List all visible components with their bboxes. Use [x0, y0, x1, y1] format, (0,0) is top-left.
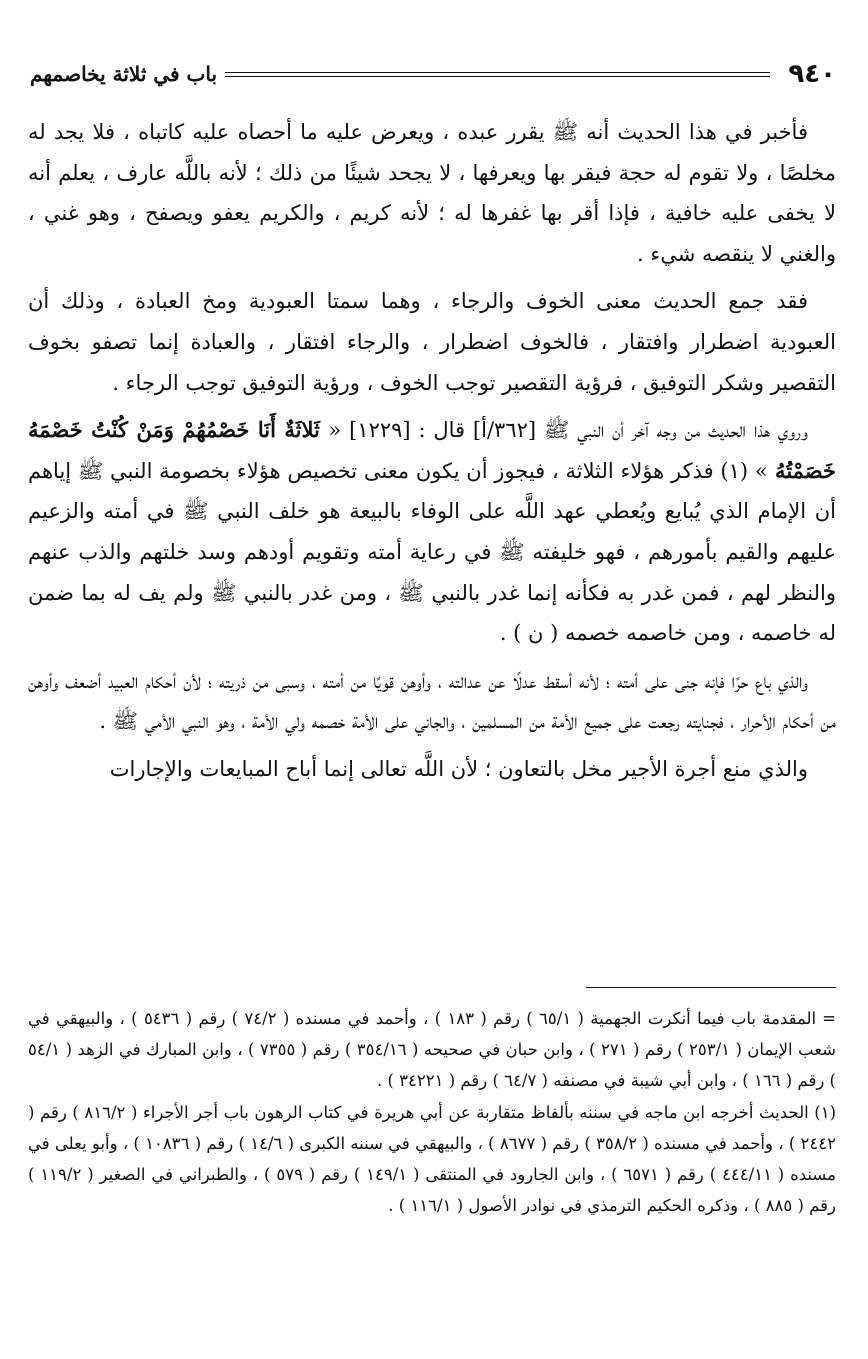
- running-title: باب في ثلاثة يخاصمهم: [30, 62, 218, 86]
- footnote-separator: [586, 987, 836, 988]
- paragraph: فقد جمع الحديث معنى الخوف والرجاء ، وهما سمتا العبودية ومخ العبادة ، وذلك أن العبودية اضطرار وافتقار ، فالخوف اضطرار ، والرجاء افتقار ، والعبادة إنما تصفو بخوف التقصير وشكر التوفيق ، فرؤية التقصير توجب الخوف ، ورؤية التوفيق توجب الرجاء .: [28, 289, 836, 395]
- header-double-rule: [225, 72, 770, 77]
- page-header: [30, 52, 836, 96]
- footnote-continuation-text: المقدمة باب فيما أنكرت الجهمية ( ٦٥/١ ) رقم ( ١٨٣ ) ، وأحمد في مسنده ( ٧٤/٢ ) رقم ( ٥٤٣٦ ) ، والبيهقي في شعب الإيمان ( ٢٥٣/١ ) رقم ( ٢٧١ ) ، وابن حبان في صحيحه ( ٣٥٤/١٦ ) رقم ( ٧٣٥٥ ) ، وابن المبارك في الزهد ( ٥٤/١ ) رقم ( ١٦٦ ) ، وابن أبي شيبة في مصنفه ( ٦٤/٧ ) رقم ( ٣٤٢٢١ ) .: [28, 1009, 836, 1091]
- hadith-quote: ثَلاثَةٌ أَنَا خَصْمُهُمْ وَمَنْ كُنْتُ خَصْمَهُ خَصَمْتُهُ: [28, 417, 836, 483]
- paragraph-intro: وروي هذا الحديث من وجه آخر أن النبي ﷺ [٣٦٢/أ] قال : [١٢٢٩] «: [328, 418, 809, 443]
- paragraph-commentary: » (١) فذكر هؤلاء الثلاثة ، فيجوز أن يكون معنى تخصيص هؤلاء بخصومة النبي ﷺ إياهم أن الإمام الذي يُبايع ويُعطي عهد اللَّه على الوفاء بالبيعة هو خلف النبي ﷺ في أمته والزعيم عليهم والقيم بأمورهم ، فهو خليفته ﷺ في رعاية أمته وتقويم أودهم وسد خلتهم والذب عنهم والنظر لهم ، فمن غدر به فكأنه إنما غدر بالنبي ﷺ ، ومن غدر بالنبي ﷺ ولم يف له بما ضمن له خاصمه ، ومن خاصمه خصمه ( ن ) .: [28, 458, 836, 646]
- paragraph: فأخبر في هذا الحديث أنه ﷺ يقرر عبده ، ويعرض عليه ما أحصاه عليه كاتباه ، فلا يجد له مخلصًا ، ولا تقوم له حجة فيقر بها ويعرفها ، لا يجحد شيئًا من ذلك ؛ لأنه باللَّه عارف ، يعلم أنه لا يخفى عليه خافية ، فإذا أقر بها غفرها له ؛ لأنه كريم ، والكريم يعفو ويصفح ، وهو غني ، والغني لا ينقصه شيء .: [28, 120, 836, 266]
- footnote-continuation: [28, 1003, 836, 1097]
- paragraph-hadith: [28, 410, 836, 654]
- footnote-1: (١) الحديث أخرجه ابن ماجه في سننه بألفاظ متقاربة عن أبي هريرة في كتاب الرهون باب أجر الأجراء ( ٨١٦/٢ ) رقم ( ٢٤٤٢ ) ، وأحمد في مسنده ( ٣٥٨/٢ ) رقم ( ٨٦٧٧ ) ، والبيهقي في سننه الكبرى ( ١٤/٦ ) رقم ( ١٠٨٣٦ ) ، وأبو يعلى في مسنده ( ٤٤٤/١١ ) رقم ( ٦٥٧١ ) ، وابن الجارود في المنتقى ( ١٤٩/١ ) رقم ( ٥٧٩ ) ، والطبراني في الصغير ( ١١٩/٢ ) رقم ( ٨٨٥ ) ، وذكره الحكيم الترمذي في نوادر الأصول ( ١١٦/١ ) .: [28, 1102, 836, 1216]
- footnotes: [28, 1003, 836, 1221]
- paragraph: والذي باع حرًا فإنه جنى على أمته ؛ لأنه أسقط عدلًا عن عدالته ، وأوهن قويًا من أمته ، وسبى من ذريته ؛ لأن أحكام العبيد أضعف وأوهن من أحكام الأحرار ، فجنايته رجعت على جميع الأمة من المسلمين ، والجاني على الأمة خصمه ولي الأمة ، وهو النبي الأمي ﷺ .: [28, 668, 836, 734]
- main-text: [28, 112, 836, 797]
- continuation-mark: =: [822, 1009, 836, 1028]
- paragraph: والذي منع أجرة الأجير مخل بالتعاون ؛ لأن اللَّه تعالى إنما أباح المبايعات والإجارات: [109, 756, 808, 781]
- page-number: ٩٤٠: [788, 59, 836, 89]
